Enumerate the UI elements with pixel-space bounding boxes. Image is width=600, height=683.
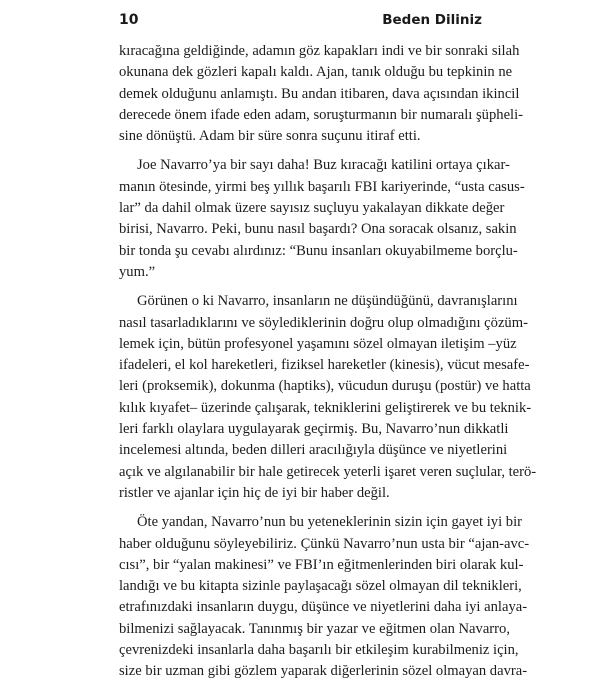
text-line: bir tonda şu cevabı alırdınız: “Bunu insanları okuyabilmeme borçlu- <box>119 242 518 259</box>
body-text <box>119 41 537 683</box>
text-line: etrafınızdaki insanların duygu, düşünce ve niyetlerini daha iyi anlaya- <box>119 599 528 616</box>
text-line: leri (proksemik), dokunma (haptiks), vücudun duruşu (postür) ve hatta <box>119 378 531 395</box>
text-line: ifadeleri, el kol hareketleri, fiziksel hareketler (kinesis), vücut mesafe- <box>119 357 530 374</box>
text-line: cısı”, bir “yalan makinesi” ve FBI’ın eğitmenlerinden biri olarak kul- <box>119 556 524 573</box>
paragraph <box>119 155 525 283</box>
text-line: lemek için, bütün profesyonel yaşamını sözel olmayan iletişim –yüz <box>119 335 517 352</box>
text-line: haber olduğunu söyleyebiliriz. Çünkü Navarro’nun usta bir “ajan-avc- <box>119 535 530 552</box>
text-line: derecede önem ifade eden adam, soruşturmanın bir numaralı şüpheli- <box>119 106 524 123</box>
text-line: size bir uzman gibi gözlem yaparak diğerlerinin sözel olmayan davra- <box>119 663 528 680</box>
text-line: kıracağına geldiğinde, adamın göz kapakları indi ve bir sonraki silah <box>119 43 520 59</box>
text-line: Görünen o ki Navarro, insanların ne düşündüğünü, davranışlarını <box>137 293 518 310</box>
text-line: sine dönüştü. Adam bir süre sonra suçunu itiraf etti. <box>119 128 421 145</box>
text-line: nasıl tasarladıklarını ve söylediklerinin doğru olup olmadığını çözüm- <box>119 314 528 331</box>
text-line: leri farklı olaylara uygulayarak geçirmiş. Bu, Navarro’nun dikkatli <box>119 421 509 438</box>
text-line: ristler ve ajanlar için hiç de iyi bir haber değil. <box>119 484 390 501</box>
page-number: 10 <box>119 12 139 28</box>
text-line: manın ötesinde, yirmi beş yıllık başarılı FBI kariyerinde, “usta casus- <box>119 178 525 195</box>
paragraph <box>119 41 524 147</box>
paragraph <box>119 291 537 504</box>
text-line: Öte yandan, Navarro’nun bu yeteneklerinin sizin için gayet iyi bir <box>137 514 522 531</box>
text-line: kılık kıyafet– üzerinde çalışarak, tekniklerini geliştirerek ve bu teknik- <box>119 399 532 416</box>
text-line: landığı ve bu kitapta sizinle paylaşacağı sözel olmayan dil teknikleri, <box>119 578 522 595</box>
text-line: birisi, Navarro. Peki, bunu nasıl başardı? Ona soracak olsanız, sakin <box>119 221 517 238</box>
text-line: bilmenizi sağlayacak. Tanınmış bir yazar ve eğitmen olan Navarro, <box>119 620 510 637</box>
text-line: lar” da dahil olmak üzere sayısız suçluyu yakalayan dikkate değer <box>119 200 505 217</box>
text-line: açık ve algılanabilir bir hale getirecek yeterli işaret veren suçlular, terö- <box>119 463 537 480</box>
page-header <box>119 8 482 32</box>
text-line: demek olduğunu anlamıştı. Bu andan itibaren, dava açısından ikincil <box>119 85 520 102</box>
running-title: Beden Diliniz <box>382 12 482 28</box>
text-line: incelemesi altında, beden dilleri aracılığıyla düşünce ve niyetlerini <box>119 442 508 459</box>
text-line: çevrenizdeki insanlarla daha başarılı bir etkileşim kurabilmeniz için, <box>119 642 519 659</box>
text-line: okunana dek gözleri kapalı kaldı. Ajan, tanık olduğu bu tepkinin ne <box>119 64 513 81</box>
text-line: yum.” <box>119 263 156 280</box>
paragraph <box>119 512 530 682</box>
text-line: Joe Navarro’ya bir sayı daha! Buz kıracağı katilini ortaya çıkar- <box>137 157 510 174</box>
